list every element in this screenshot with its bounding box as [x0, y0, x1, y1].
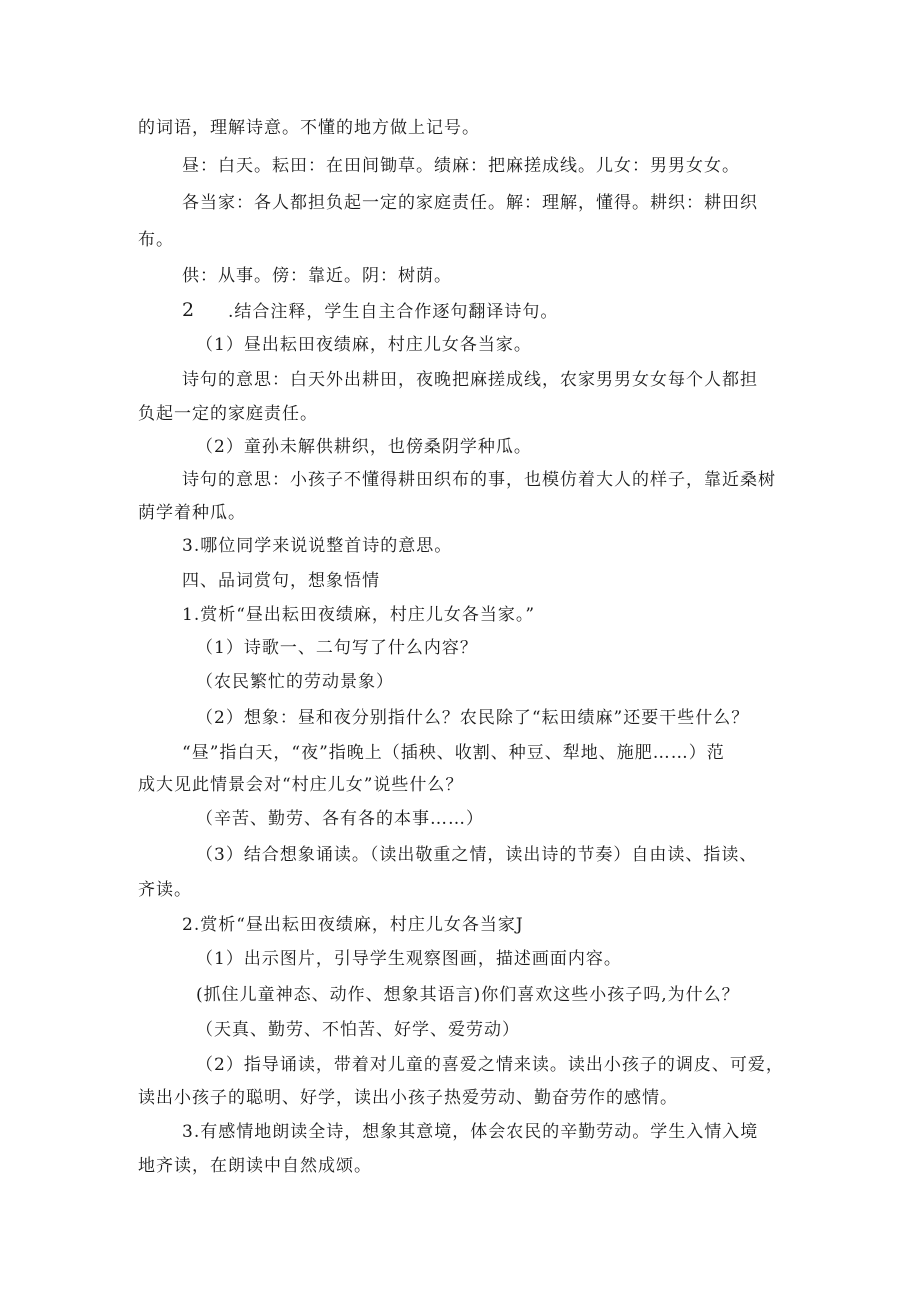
text-line: 2.赏析“昼出耘田夜绩麻，村庄儿女各当家J — [182, 915, 524, 935]
text-line: 地齐读，在朗读中自然成颂。 — [138, 1156, 372, 1176]
text-line: 的词语，理解诗意。不懂的地方做上记号。 — [138, 118, 480, 138]
text-line: （1）诗歌一、二句写了什么内容？ — [196, 638, 478, 658]
text-line: 3.哪位同学来说说整首诗的意思。 — [182, 536, 453, 556]
text-line: .结合注释，学生自主合作逐句翻译诗句。 — [228, 302, 559, 322]
text-line: 齐读。 — [138, 880, 192, 900]
text-line: （1）昼出耘田夜绩麻，村庄儿女各当家。 — [196, 335, 532, 355]
text-line: 各当家：各人都担负起一定的家庭责任。解：理解，懂得。耕织：耕田织 — [182, 193, 758, 213]
text-line: （2）想象：昼和夜分别指什么？农民除了“耘田绩麻”还要干些什么？ — [196, 708, 750, 728]
text-line: “昼”指白天，“夜”指晚上（插秧、收割、种豆、犁地、施肥……）范 — [182, 743, 725, 763]
text-line: 成大见此情景会对“村庄儿女”说些什么？ — [138, 775, 464, 795]
text-line: （辛苦、勤劳、各有各的本事……） — [196, 809, 484, 829]
text-line: （2）童孙未解供耕织，也傍桑阴学种瓜。 — [196, 437, 532, 457]
text-line: （1）出示图片，引导学生观察图画，描述画面内容。 — [196, 949, 622, 969]
text-line: 供：从事。傍：靠近。阴：树荫。 — [182, 266, 452, 286]
text-line: 诗句的意思：小孩子不懂得耕田织布的事，也模仿着大人的样子，靠近桑树 — [182, 470, 776, 490]
text-line: 负起一定的家庭责任。 — [138, 404, 318, 424]
text-line: 布。 — [138, 230, 174, 250]
text-line: （天真、勤劳、不怕苦、好学、爱劳动） — [196, 1020, 520, 1040]
text-line: (抓住儿童神态、动作、想象其语言)你们喜欢这些小孩子吗,为什么？ — [196, 985, 740, 1005]
text-line: 读出小孩子的聪明、好学，读出小孩子热爱劳动、勤奋劳作的感情。 — [138, 1088, 678, 1108]
text-line: （农民繁忙的劳动景象） — [196, 672, 394, 692]
text-line: 3.有感情地朗读全诗，想象其意境，体会农民的辛勤劳动。学生入情入境 — [182, 1122, 759, 1142]
text-line: 昼：白天。耘田：在田间锄草。绩麻：把麻搓成线。儿女：男男女女。 — [182, 156, 740, 176]
section-heading: 四、品词赏句，想象悟情 — [182, 571, 380, 591]
text-line: 1.赏析“昼出耘田夜绩麻，村庄儿女各当家。” — [182, 605, 536, 625]
text-line: （2）指导诵读，带着对儿童的喜爱之情来读。读出小孩子的调皮、可爱， — [196, 1055, 784, 1075]
text-line: 诗句的意思：白天外出耕田，夜晚把麻搓成线，农家男男女女每个人都担 — [182, 370, 758, 390]
text-line: 荫学着种瓜。 — [138, 503, 246, 523]
text-line: （3）结合想象诵读。（读出敬重之情，读出诗的节奏）自由读、指读、 — [196, 845, 758, 865]
list-number: 2 — [182, 299, 196, 321]
